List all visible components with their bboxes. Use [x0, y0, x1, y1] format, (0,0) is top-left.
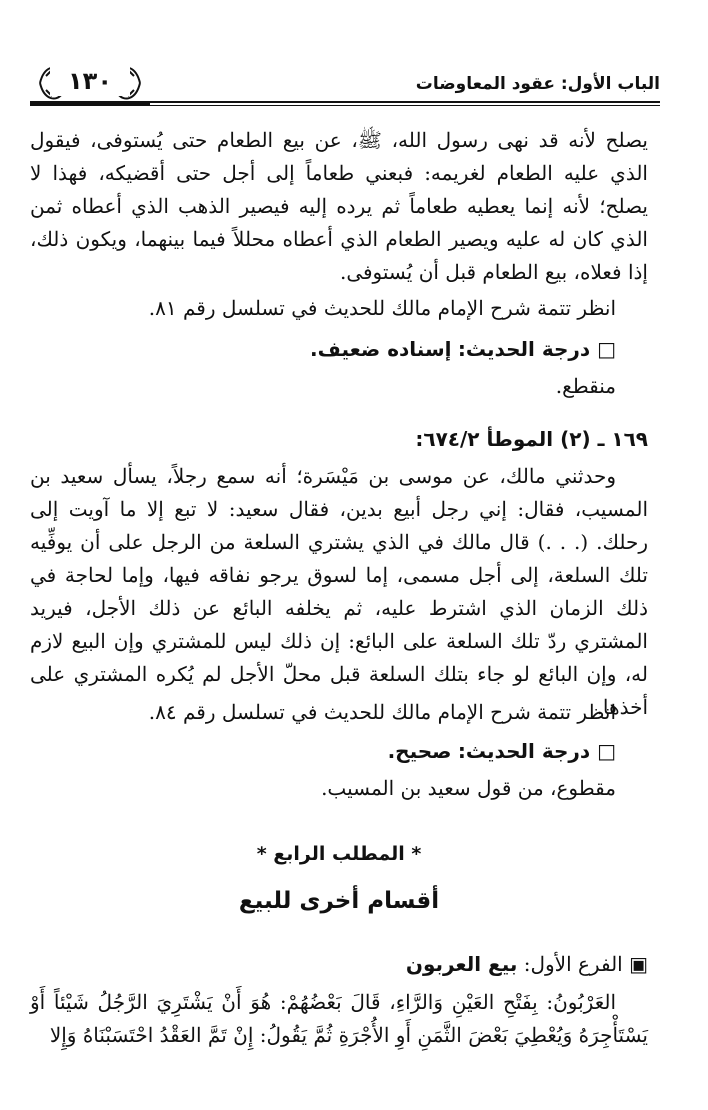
note-2: مقطوع، من قول سعيد بن المسيب.	[321, 776, 616, 800]
paragraph-2: وحدثني مالك، عن موسى بن مَيْسَرة؛ أنه سمع رجلاً، يسأل سعيد بن المسيب، فقال: إني رجل أبيع بدين، فقال سعيد: لا تبع إلا ما آويت إلى رحلك. (. . .) قال مالك في الذي يشتري السلعة من الرجل على أن يوفِّيه تلك السلعة، إلى أجل مسمى، إما لسوق يرجو نفاقه فيها، وإما لحاجة في ذلك الزمان الذي اشترط عليه، ثم يخلفه البائع عن ذلك الأجل، فيريد المشتري ردّ تلك السلعة على البائع: إن ذلك ليس للمشتري وإن البيع لازم له، وإن البائع لو جاء بتلك السلعة قبل محلّ الأجل لم يُكره المشتري على أخذها.	[30, 464, 649, 719]
reference-1: انظر تتمة شرح الإمام مالك للحديث في تسلسل رقم ٨١.	[148, 296, 616, 320]
note-1: منقطع.	[555, 374, 616, 398]
chapter-title: الباب الأول: عقود المعاوضات	[415, 74, 660, 94]
book-icon: ▣	[629, 952, 648, 976]
grade-value-1: إسناده ضعيف.	[310, 337, 452, 361]
grade-value-2: صحيح.	[387, 739, 452, 763]
reference-2: انظر تتمة شرح الإمام مالك للحديث في تسلسل رقم ٨٤.	[148, 700, 616, 724]
hadith-grade-1	[30, 333, 648, 366]
branch-heading	[30, 948, 648, 981]
branch-name: بيع العربون	[405, 952, 518, 976]
section-title: أقسام أخرى للبيع	[238, 888, 440, 914]
section-subtitle: * المطلب الرابع *	[256, 843, 422, 865]
grade-label-2: □ درجة الحديث:	[457, 739, 616, 763]
grade-label-1: □ درجة الحديث:	[457, 337, 616, 361]
definition-paragraph: العَرْبُونُ: بِفَتْحِ العَيْنِ وَالرَّاءِ، قَالَ بَعْضُهُمْ: هُوَ أَنْ يَشْتَرِيَ الرَّجُلُ شَيْئاً أَوْ يَسْتَأْجِرَهُ وَيُعْطِيَ بَعْضَ الثَّمَنِ أَوِ الأُجْرَةِ ثُمَّ يَقُولُ: إِنْ تَمَّ العَقْدُ احْتَسَبْنَاهُ وَإِلا	[30, 990, 648, 1047]
hadith-grade-2	[30, 735, 648, 768]
hadith-heading: ١٦٩ ـ (٢) الموطأ ٦٧٤/٢:	[415, 427, 648, 451]
page-number: ١٣٠	[50, 66, 130, 96]
running-header	[30, 58, 660, 108]
paragraph-1: يصلح لأنه قد نهى رسول الله، ﷺ، عن بيع الطعام حتى يُستوفى، فيقول الذي عليه الطعام لغريمه: فبعني طعاماً إلى أجل حتى أقضيكه، فهذا لا يصلح؛ لأنه إنما يعطيه طعاماً ثم يرده إليه فيصير الذهب الذي أعطاه ثمن الذي كان له عليه ويصير الطعام الذي أعطاه محللاً فيما بينهما، ويكون ذلك، إذا فعلاه، بيع الطعام قبل أن يُستوفى.	[30, 128, 648, 284]
branch-label: الفرع الأول:	[523, 952, 623, 976]
page-number-badge	[30, 58, 150, 108]
